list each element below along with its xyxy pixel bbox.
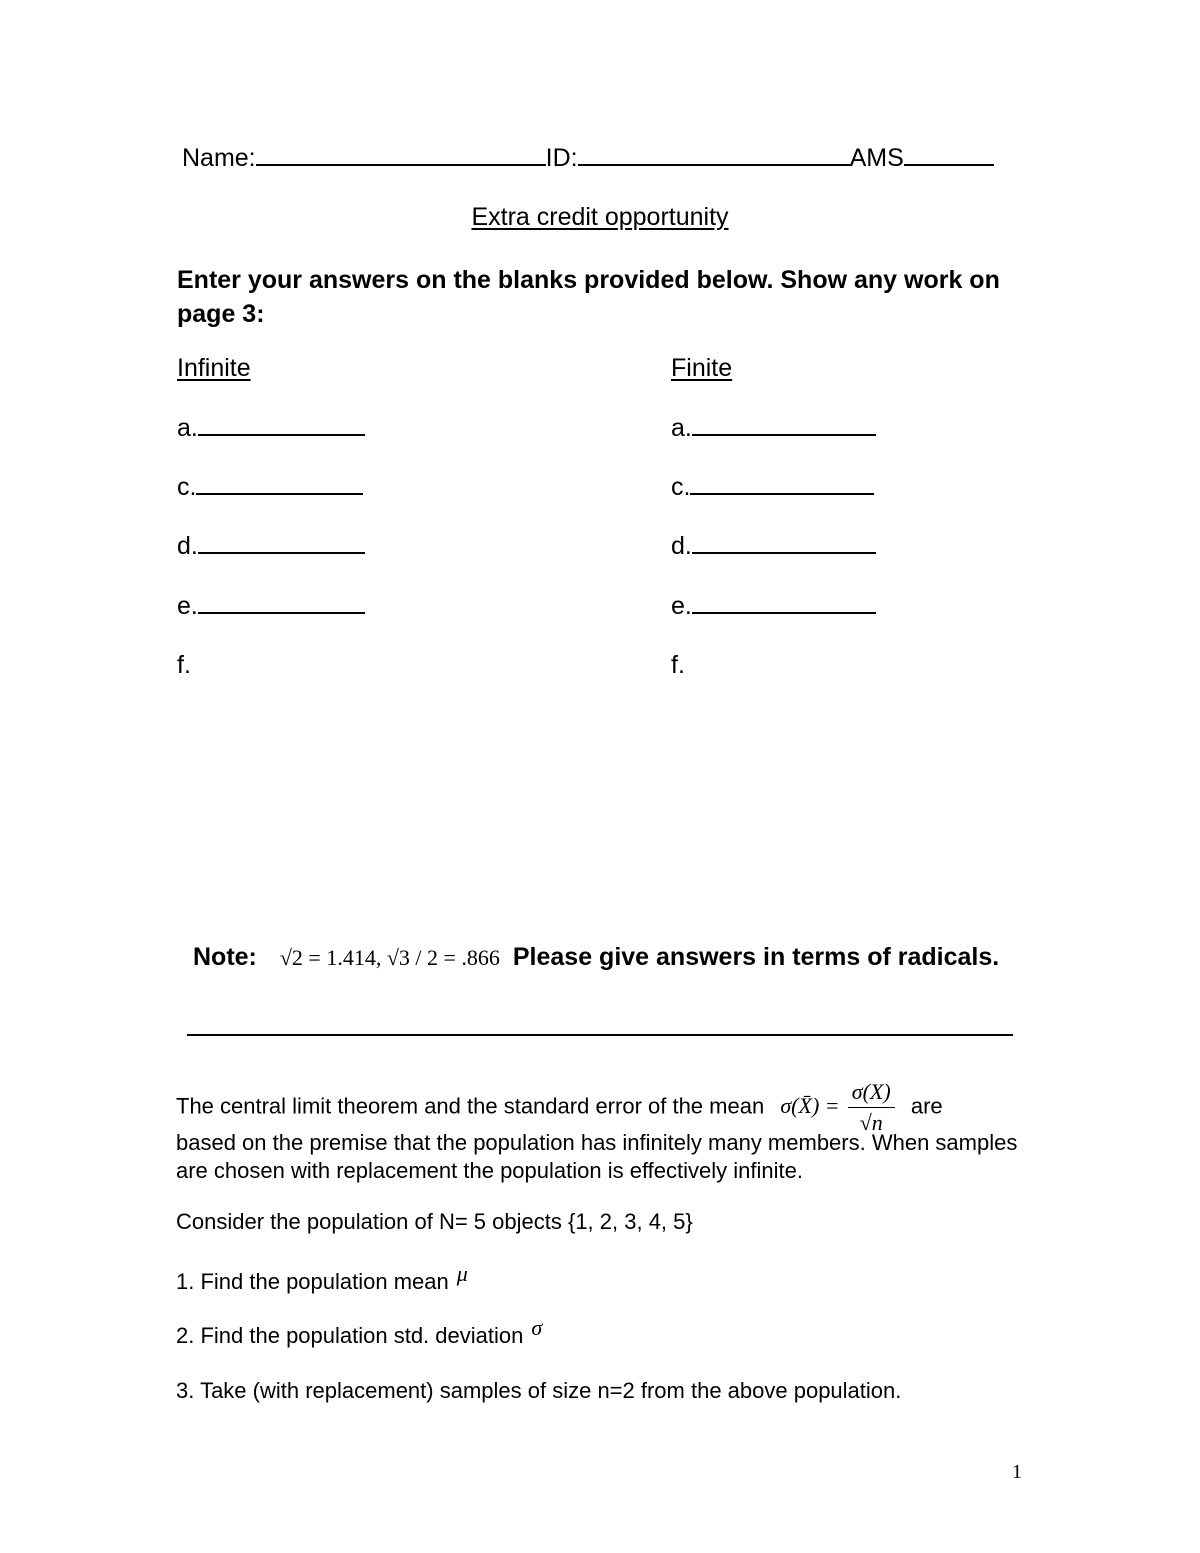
note-label: Note:: [193, 943, 257, 971]
finite-heading: Finite: [671, 354, 733, 382]
question-3: 3. Take (with replacement) samples of size n=2 from the above population.: [176, 1378, 902, 1403]
infinite-blank-d[interactable]: [198, 534, 365, 554]
ams-label: AMS: [849, 144, 904, 172]
infinite-answer-e: e.: [177, 592, 365, 621]
note-math: √2 = 1.414, √3 / 2 = .866: [279, 945, 500, 970]
finite-answer-d: d.: [671, 532, 876, 561]
clt-paragraph: based on the premise that the population has infinitely many members. When samples are chosen with replacement the population is effectively infinite.: [176, 1130, 1018, 1183]
id-blank[interactable]: [578, 146, 850, 166]
infinite-heading: Infinite: [177, 354, 251, 382]
page-title: Extra credit opportunity: [471, 203, 729, 231]
note: [193, 943, 999, 972]
finite-blank-c[interactable]: [690, 475, 874, 495]
id-label: ID:: [545, 144, 578, 172]
question-1: 1. Find the population mean μ: [176, 1261, 468, 1294]
student-info-header: [182, 144, 994, 173]
clt-intro: [176, 1079, 943, 1136]
finite-blank-a[interactable]: [692, 416, 876, 436]
infinite-answer-d: d.: [177, 532, 365, 561]
question-2: 2. Find the population std. deviation σ: [176, 1315, 543, 1348]
se-formula-denominator: √n: [859, 1110, 883, 1135]
finite-answer-f: f.: [671, 651, 685, 679]
infinite-answer-a: a.: [177, 414, 365, 443]
note-text: Please give answers in terms of radicals.: [512, 943, 1000, 971]
infinite-blank-a[interactable]: [198, 416, 365, 436]
name-blank[interactable]: [256, 146, 546, 166]
divider: [187, 1034, 1013, 1036]
name-label: Name:: [182, 144, 256, 172]
ams-blank[interactable]: [904, 146, 994, 166]
instructions: Enter your answers on the blanks provided below. Show any work on page 3:: [177, 266, 1000, 328]
population-statement: Consider the population of N= 5 objects {1, 2, 3, 4, 5}: [176, 1209, 693, 1234]
finite-blank-e[interactable]: [692, 594, 876, 614]
clt-trail: are: [910, 1093, 943, 1119]
infinite-answer-c: c.: [177, 473, 363, 502]
mu-symbol: μ: [456, 1261, 468, 1286]
se-formula-lhs: σ(X̄) =: [780, 1093, 840, 1119]
clt-lead: The central limit theorem and the standard error of the mean: [176, 1093, 765, 1119]
finite-answer-e: e.: [671, 592, 876, 621]
infinite-answer-f: f.: [177, 651, 191, 679]
infinite-blank-e[interactable]: [198, 594, 365, 614]
infinite-blank-c[interactable]: [196, 475, 363, 495]
se-formula-numerator: σ(X): [848, 1079, 895, 1108]
finite-answer-c: c.: [671, 473, 874, 502]
finite-blank-d[interactable]: [692, 534, 876, 554]
page-number: 1: [1012, 1461, 1022, 1483]
se-formula-fraction: [848, 1079, 895, 1136]
sigma-symbol: σ: [531, 1315, 543, 1340]
finite-answer-a: a.: [671, 414, 876, 443]
